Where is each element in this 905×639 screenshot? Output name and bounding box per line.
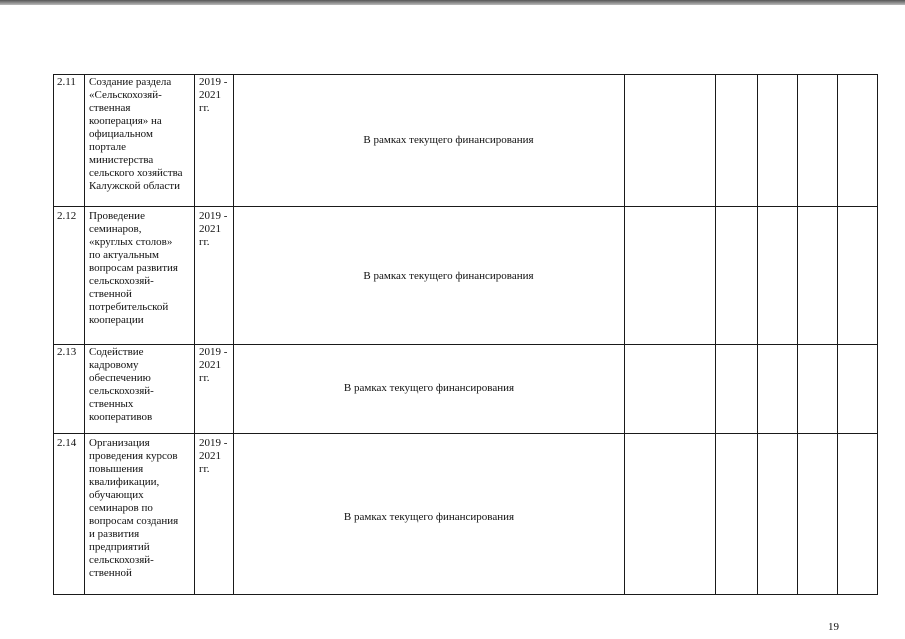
activity-description: Организация проведения курсов повышения квалификации, обучающих семинаров по вопросам создания и развития предприятий сельскохозяй- ственной bbox=[89, 437, 179, 579]
activity-description: Содействие кадровому обеспечению сельскохозяй- ственных кооперативов bbox=[89, 346, 154, 423]
table-border-top bbox=[53, 74, 878, 75]
period-cell: 2019 - 2021 гг. bbox=[199, 76, 228, 114]
funding-cell: В рамках текущего финансирования bbox=[363, 270, 534, 282]
column-divider bbox=[53, 74, 54, 595]
row-number: 2.13 bbox=[57, 346, 77, 358]
table-border-right bbox=[877, 74, 878, 595]
row-number: 2.12 bbox=[57, 210, 77, 222]
row-divider bbox=[53, 344, 878, 345]
activity-description: Создание раздела «Сельскохозяй- ственная кооперация» на официальном портале министерства сельского хозяйства Калужской области bbox=[89, 76, 183, 192]
page-number: 19 bbox=[828, 621, 839, 633]
funding-cell: В рамках текущего финансирования bbox=[343, 511, 515, 523]
row-divider bbox=[53, 433, 878, 434]
period-cell: 2019 - 2021 гг. bbox=[199, 437, 228, 475]
row-divider bbox=[53, 206, 878, 207]
row-number: 2.11 bbox=[57, 76, 76, 88]
column-divider bbox=[757, 74, 758, 595]
column-divider bbox=[715, 74, 716, 595]
column-divider bbox=[797, 74, 798, 595]
column-divider bbox=[84, 74, 85, 595]
activity-description: Проведение семинаров, «круглых столов» по актуальным вопросам развития сельскохозяй- ственной потребительской кооперации bbox=[89, 210, 178, 326]
scan-top-edge bbox=[0, 0, 905, 5]
period-cell: 2019 - 2021 гг. bbox=[199, 346, 228, 384]
row-number: 2.14 bbox=[57, 437, 77, 449]
period-cell: 2019 - 2021 гг. bbox=[199, 210, 228, 248]
table-border-bottom bbox=[53, 594, 878, 595]
column-divider bbox=[624, 74, 625, 595]
column-divider bbox=[837, 74, 838, 595]
funding-cell: В рамках текущего финансирования bbox=[363, 134, 534, 146]
funding-cell: В рамках текущего финансирования bbox=[343, 382, 515, 394]
